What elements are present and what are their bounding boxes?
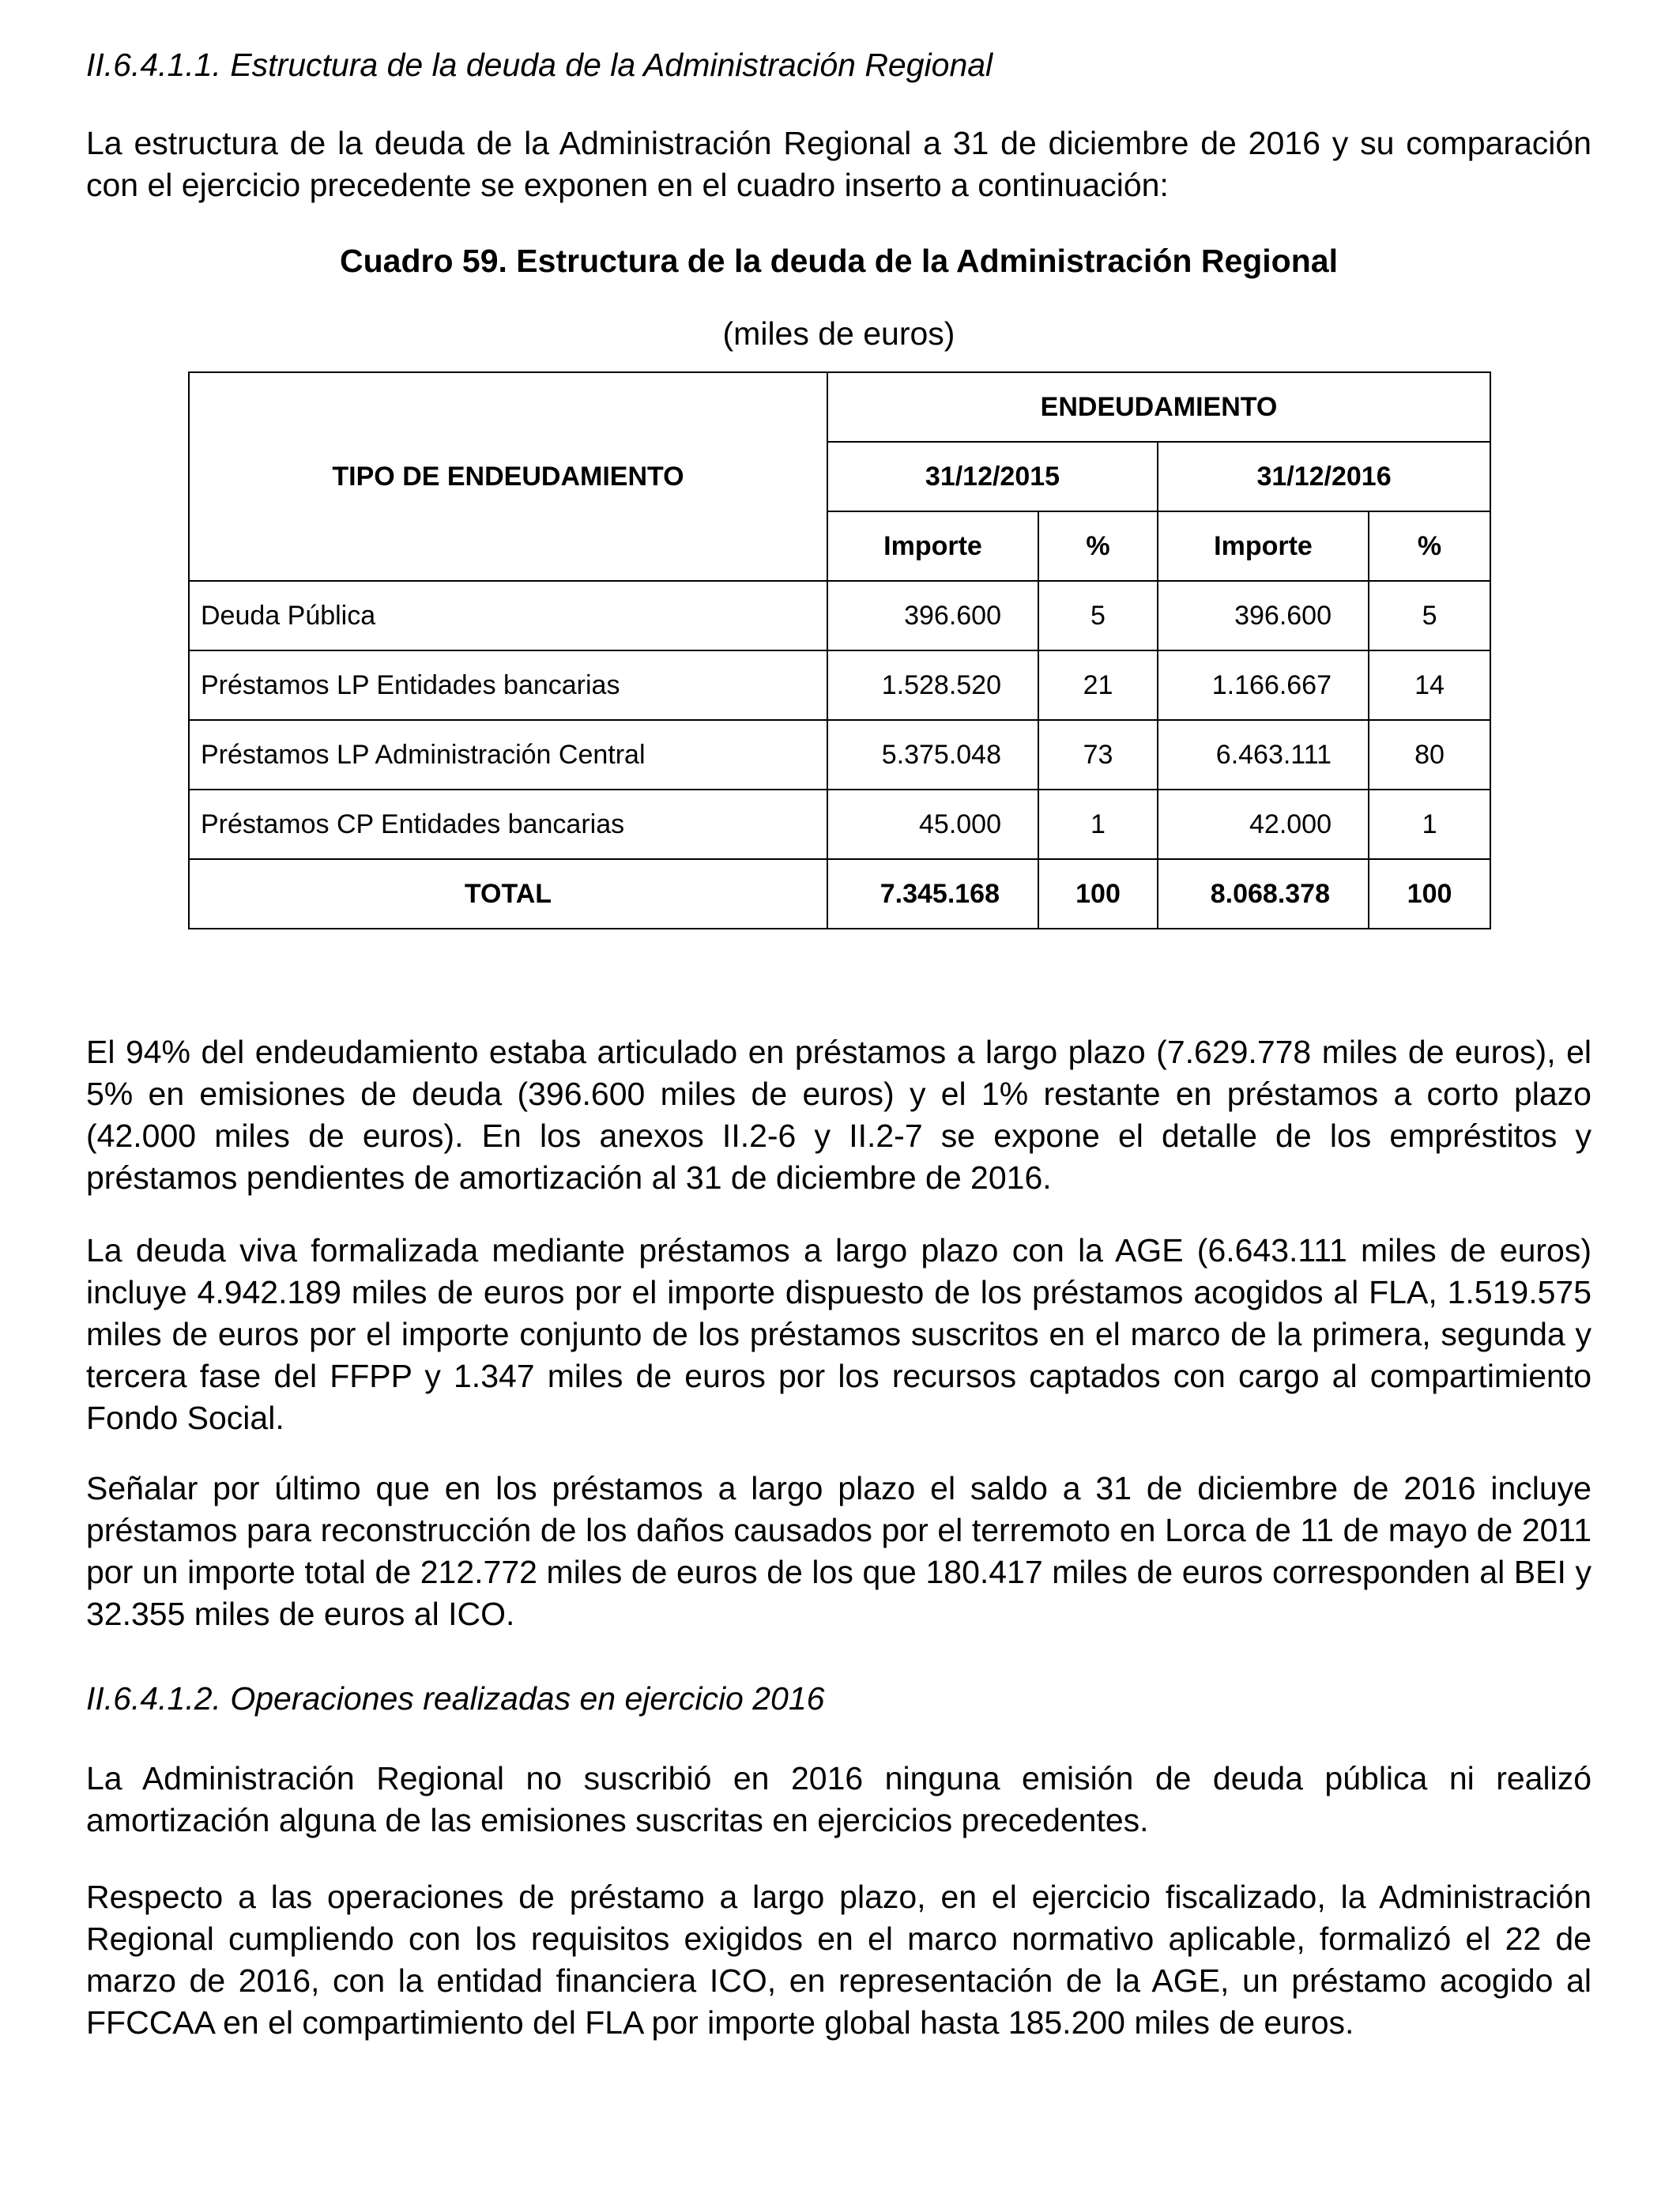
table-row <box>189 650 1490 720</box>
year-2016-header: 31/12/2016 <box>1158 442 1490 511</box>
importe-2015: 45.000 <box>827 790 1038 859</box>
row-label: Préstamos CP Entidades bancarias <box>189 790 827 859</box>
importe-2016: 6.463.111 <box>1158 720 1369 790</box>
paragraph-no-issuance: La Administración Regional no suscribió en 2016 ninguna emisión de deuda pública ni realizó amortización alguna de las emisiones suscritas en ejercicios precedentes. <box>86 1760 1591 1838</box>
importe-2015: 5.375.048 <box>827 720 1038 790</box>
table-row <box>189 790 1490 859</box>
total-importe-2016: 8.068.378 <box>1158 859 1369 929</box>
table-total-row <box>189 859 1490 929</box>
pct-2016: 14 <box>1369 650 1490 720</box>
importe-2015-header: Importe <box>827 511 1038 581</box>
paragraph-long-term-share: El 94% del endeudamiento estaba articulado en préstamos a largo plazo (7.629.778 miles de euros), el 5% en emisiones de deuda (396.600 miles de euros) y el 1% restante en préstamos a corto plazo (42.000 miles de euros). En los anexos II.2-6 y II.2-7 se expone el detalle de los empréstitos y préstamos pendientes de amortización al 31 de diciembre de 2016. <box>86 1034 1591 1196</box>
paragraph-ico-loan: Respecto a las operaciones de préstamo a largo plazo, en el ejercicio fiscalizado, la Administración Regional cumpliendo con los requisitos exigidos en el marco normativo aplicable, formalizó el 22 de marzo de 2016, con la entidad financiera ICO, en representación de la AGE, un préstamo acogido al FFCCAA en el compartimiento del FLA por importe global hasta 185.200 miles de euros. <box>86 1879 1591 2041</box>
intro-paragraph: La estructura de la deuda de la Administración Regional a 31 de diciembre de 2016 y su comparación con el ejercicio precedente se exponen en el cuadro inserto a continuación: <box>86 125 1591 203</box>
table-units: (miles de euros) <box>722 315 955 352</box>
importe-2016-header: Importe <box>1158 511 1369 581</box>
pct-2016: 5 <box>1369 581 1490 650</box>
pct-2015: 21 <box>1038 650 1158 720</box>
pct-2015-header: % <box>1038 511 1158 581</box>
table-row <box>189 581 1490 650</box>
importe-2016: 396.600 <box>1158 581 1369 650</box>
total-pct-2015: 100 <box>1038 859 1158 929</box>
debt-structure-table <box>188 371 1491 929</box>
table-caption: Cuadro 59. Estructura de la deuda de la Administración Regional <box>340 243 1338 279</box>
row-label: Préstamos LP Entidades bancarias <box>189 650 827 720</box>
row-label: Deuda Pública <box>189 581 827 650</box>
year-2015-header: 31/12/2015 <box>827 442 1158 511</box>
row-label: Préstamos LP Administración Central <box>189 720 827 790</box>
pct-2016: 80 <box>1369 720 1490 790</box>
total-importe-2015: 7.345.168 <box>827 859 1038 929</box>
pct-2016: 1 <box>1369 790 1490 859</box>
importe-2015: 396.600 <box>827 581 1038 650</box>
section-heading-structure: II.6.4.1.1. Estructura de la deuda de la Administración Regional <box>86 47 993 83</box>
pct-2015: 1 <box>1038 790 1158 859</box>
paragraph-lorca-loans: Señalar por último que en los préstamos a largo plazo el saldo a 31 de diciembre de 2016 incluye préstamos para reconstrucción de los daños causados por el terremoto en Lorca de 11 de mayo de 2011 por un importe total de 212.772 miles de euros de los que 180.417 miles de euros corresponden al BEI y 32.355 miles de euros al ICO. <box>86 1470 1591 1632</box>
table-header-row <box>189 372 1490 442</box>
table-row <box>189 720 1490 790</box>
importe-2015: 1.528.520 <box>827 650 1038 720</box>
section-heading-operations: II.6.4.1.2. Operaciones realizadas en ejercicio 2016 <box>86 1680 825 1717</box>
group-header: ENDEUDAMIENTO <box>827 372 1490 442</box>
importe-2016: 42.000 <box>1158 790 1369 859</box>
pct-2016-header: % <box>1369 511 1490 581</box>
total-label: TOTAL <box>189 859 827 929</box>
type-header: TIPO DE ENDEUDAMIENTO <box>189 372 827 581</box>
pct-2015: 5 <box>1038 581 1158 650</box>
paragraph-age-loans: La deuda viva formalizada mediante préstamos a largo plazo con la AGE (6.643.111 miles de euros) incluye 4.942.189 miles de euros por el importe dispuesto de los préstamos acogidos al FLA, 1.519.575 miles de euros por el importe conjunto de los préstamos suscritos en el marco de la primera, segunda y tercera fase del FFPP y 1.347 miles de euros por los recursos captados con cargo al compartimiento Fondo Social. <box>86 1232 1591 1436</box>
importe-2016: 1.166.667 <box>1158 650 1369 720</box>
total-pct-2016: 100 <box>1369 859 1490 929</box>
pct-2015: 73 <box>1038 720 1158 790</box>
